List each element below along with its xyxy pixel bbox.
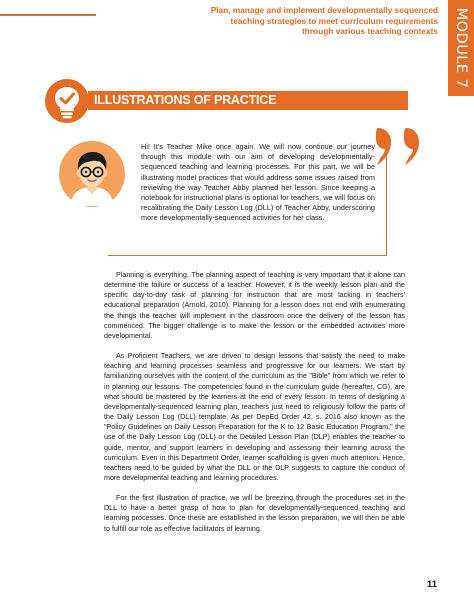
header-line-1: Plan, manage and implement developmentally sequenced	[210, 5, 438, 15]
section-title-bar	[88, 91, 408, 110]
module-tab	[448, 0, 474, 96]
header-line-2: teaching strategies to meet curriculum requirements	[230, 15, 438, 26]
callout-text: Hi! It's Teacher Mike once again. We will now continue our journey through this module with our aim of developing developmentally-sequenced teaching and learning processes. For this part, we will be illustrating model practices that would address some issues raised from reviewing the way Teacher Abby planned her lesson. Since keeping a notebook for instructional plans is optional for teachers, we will focus on recalibrating the Daily Lesson Log (DLL) of Teacher Abby, underscoring more developmentally-sequenced activities for her class.	[141, 142, 375, 223]
body-text	[104, 270, 405, 544]
body-paragraph-3: For the first illustration of practice, we will be breezing through the procedures set in the DLL to have a better grasp of how to plan for developmentally-sequenced teaching and learning processes. Once these are established in the lesson preparation, we will then be able to fulfill our role as effective facilitators of learning.	[104, 494, 405, 533]
body-paragraph-1: Planning is everything. The planning aspect of teaching is very important that it alone can determine the failure or success of a teacher. However, it is the weekly lesson plan and the specific day-to-day task of planning for instruction that are most lacking in teachers' educational preparation (Arnold, 2010). Planning for a lesson does not end with enumerating the things the teacher will implement in the classroom once the delivery of the lesson has commenced. The bigger challenge is to make the lesson or the embedded activities more developmental.	[104, 271, 405, 340]
teacher-mike-avatar	[58, 140, 126, 208]
header-line-3: through various teaching contexts	[302, 26, 438, 37]
page-number: 11	[427, 579, 438, 590]
header-title	[138, 5, 438, 37]
checkmark-lightbulb-icon	[44, 78, 90, 124]
module-label: MODULE 7	[453, 7, 469, 89]
section-title: ILLUSTRATIONS OF PRACTICE	[94, 93, 277, 107]
body-paragraph-2: As Proficient Teachers, we are driven to design lessons that satisfy the need to make teaching and learning processes seamless and progressive for our learners. We start by familiarizing ourselves with the content of the curriculum as the "Bible" from which we refer to in planning our lessons. The competencies found in the curriculum guide (hereafter, CG), are what should be mastered by the learners at the end of every lesson. In terms of designing a developmentally-sequenced learning plan, teachers just need to religiously follow the parts of the Daily Lesson Log (DLL) template. As per DepEd Order 42, s. 2016 also known as the "Policy Guidelines on Daily Lesson Preparation for the K to 12 Basic Education Program," the use of the Daily Lesson Log (DLL) or the Detailed Lesson Plan (DLP) enables the teacher to guide, mentor, and support learners in developing and assessing their learning across the curriculum. Even in this Department Order, learner scaffolding is given much attention. Hence, teachers need to be guided by what the DLL or the DLP suggests to capture the conduct of more developmental teaching and learning procedures.	[104, 352, 405, 482]
header-rule	[0, 14, 96, 16]
quotation-marks-icon	[375, 124, 435, 168]
